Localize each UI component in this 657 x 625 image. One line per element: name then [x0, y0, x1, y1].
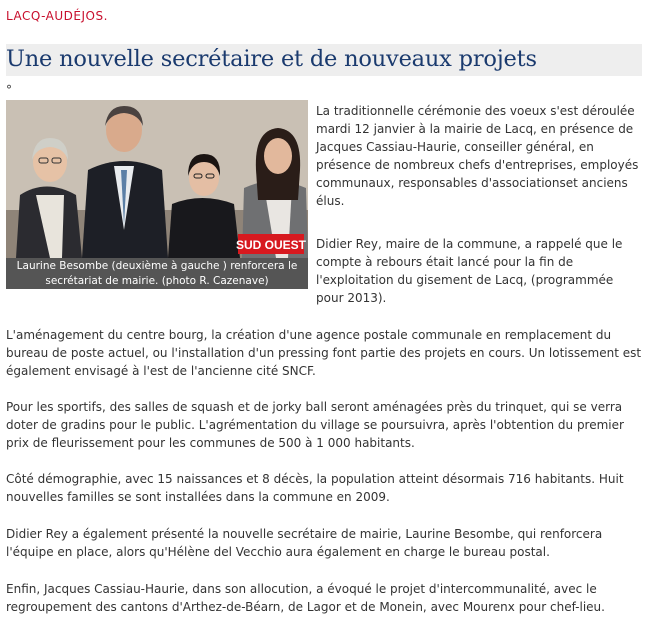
sud-ouest-logo [236, 234, 307, 254]
bullet-mark: ° [6, 83, 12, 97]
article-photo [6, 100, 308, 258]
paragraph-1: La traditionnelle cérémonie des voeux s'est déroulée mardi 12 janvier à la mairie de Lacq, en présence de Jacques Cassiau-Haurie, conseiller général, en présence de nombreux chefs d'entreprises, employés communaux, responsables d'associationset anciens élus. [316, 104, 639, 208]
section-kicker: LACQ-AUDÉJOS. [6, 9, 108, 23]
title-bar [6, 44, 642, 76]
paragraph-2: Didier Rey, maire de la commune, a rappelé que le compte à rebours était lancé pour la fin de l'exploitation du gisement de Lacq, (programmée pour 2013). [316, 237, 623, 305]
svg-text:SUD OUEST: SUD OUEST [235, 238, 307, 252]
paragraph-7: Enfin, Jacques Cassiau-Haurie, dans son allocution, a évoqué le projet d'intercommunalité, avec le regroupement des cantons d'Arthez-de-Béarn, de Lagor et de Monein, avec Mourenx pour chef-lieu. [6, 582, 605, 614]
paragraph-5: Côté démographie, avec 15 naissances et 8 décès, la population atteint désormais 716 habitants. Huit nouvelles familles se sont installées dans la commune en 2009. [6, 472, 624, 504]
paragraph-4: Pour les sportifs, des salles de squash et de jorky ball seront aménagées près du trinquet, qui se verra doter de gradins pour le public. L'agrémentation du village se poursuivra, après l'obtention du premier prix de fleurissement pour les communes de 500 à 1 000 habitants. [6, 400, 624, 450]
paragraph-6: Didier Rey a également présenté la nouvelle secrétaire de mairie, Laurine Besombe, qui renforcera l'équipe en place, alors qu'Hélène del Vecchio aura également en charge le bureau postal. [6, 527, 603, 559]
article-title: Une nouvelle secrétaire et de nouveaux projets [6, 46, 537, 72]
photo-illustration [6, 100, 308, 258]
photo-figure [6, 100, 308, 289]
paragraph-3: L'aménagement du centre bourg, la création d'une agence postale communale en remplacement du bureau de poste actuel, ou l'installation d'un pressing font partie des projets en cours. Un lotissement est également envisagé à l'est de l'ancienne cité SNCF. [6, 328, 642, 378]
photo-caption: Laurine Besombe (deuxième à gauche ) renforcera le secrétariat de mairie. (photo R. Cazenave) [6, 259, 308, 289]
